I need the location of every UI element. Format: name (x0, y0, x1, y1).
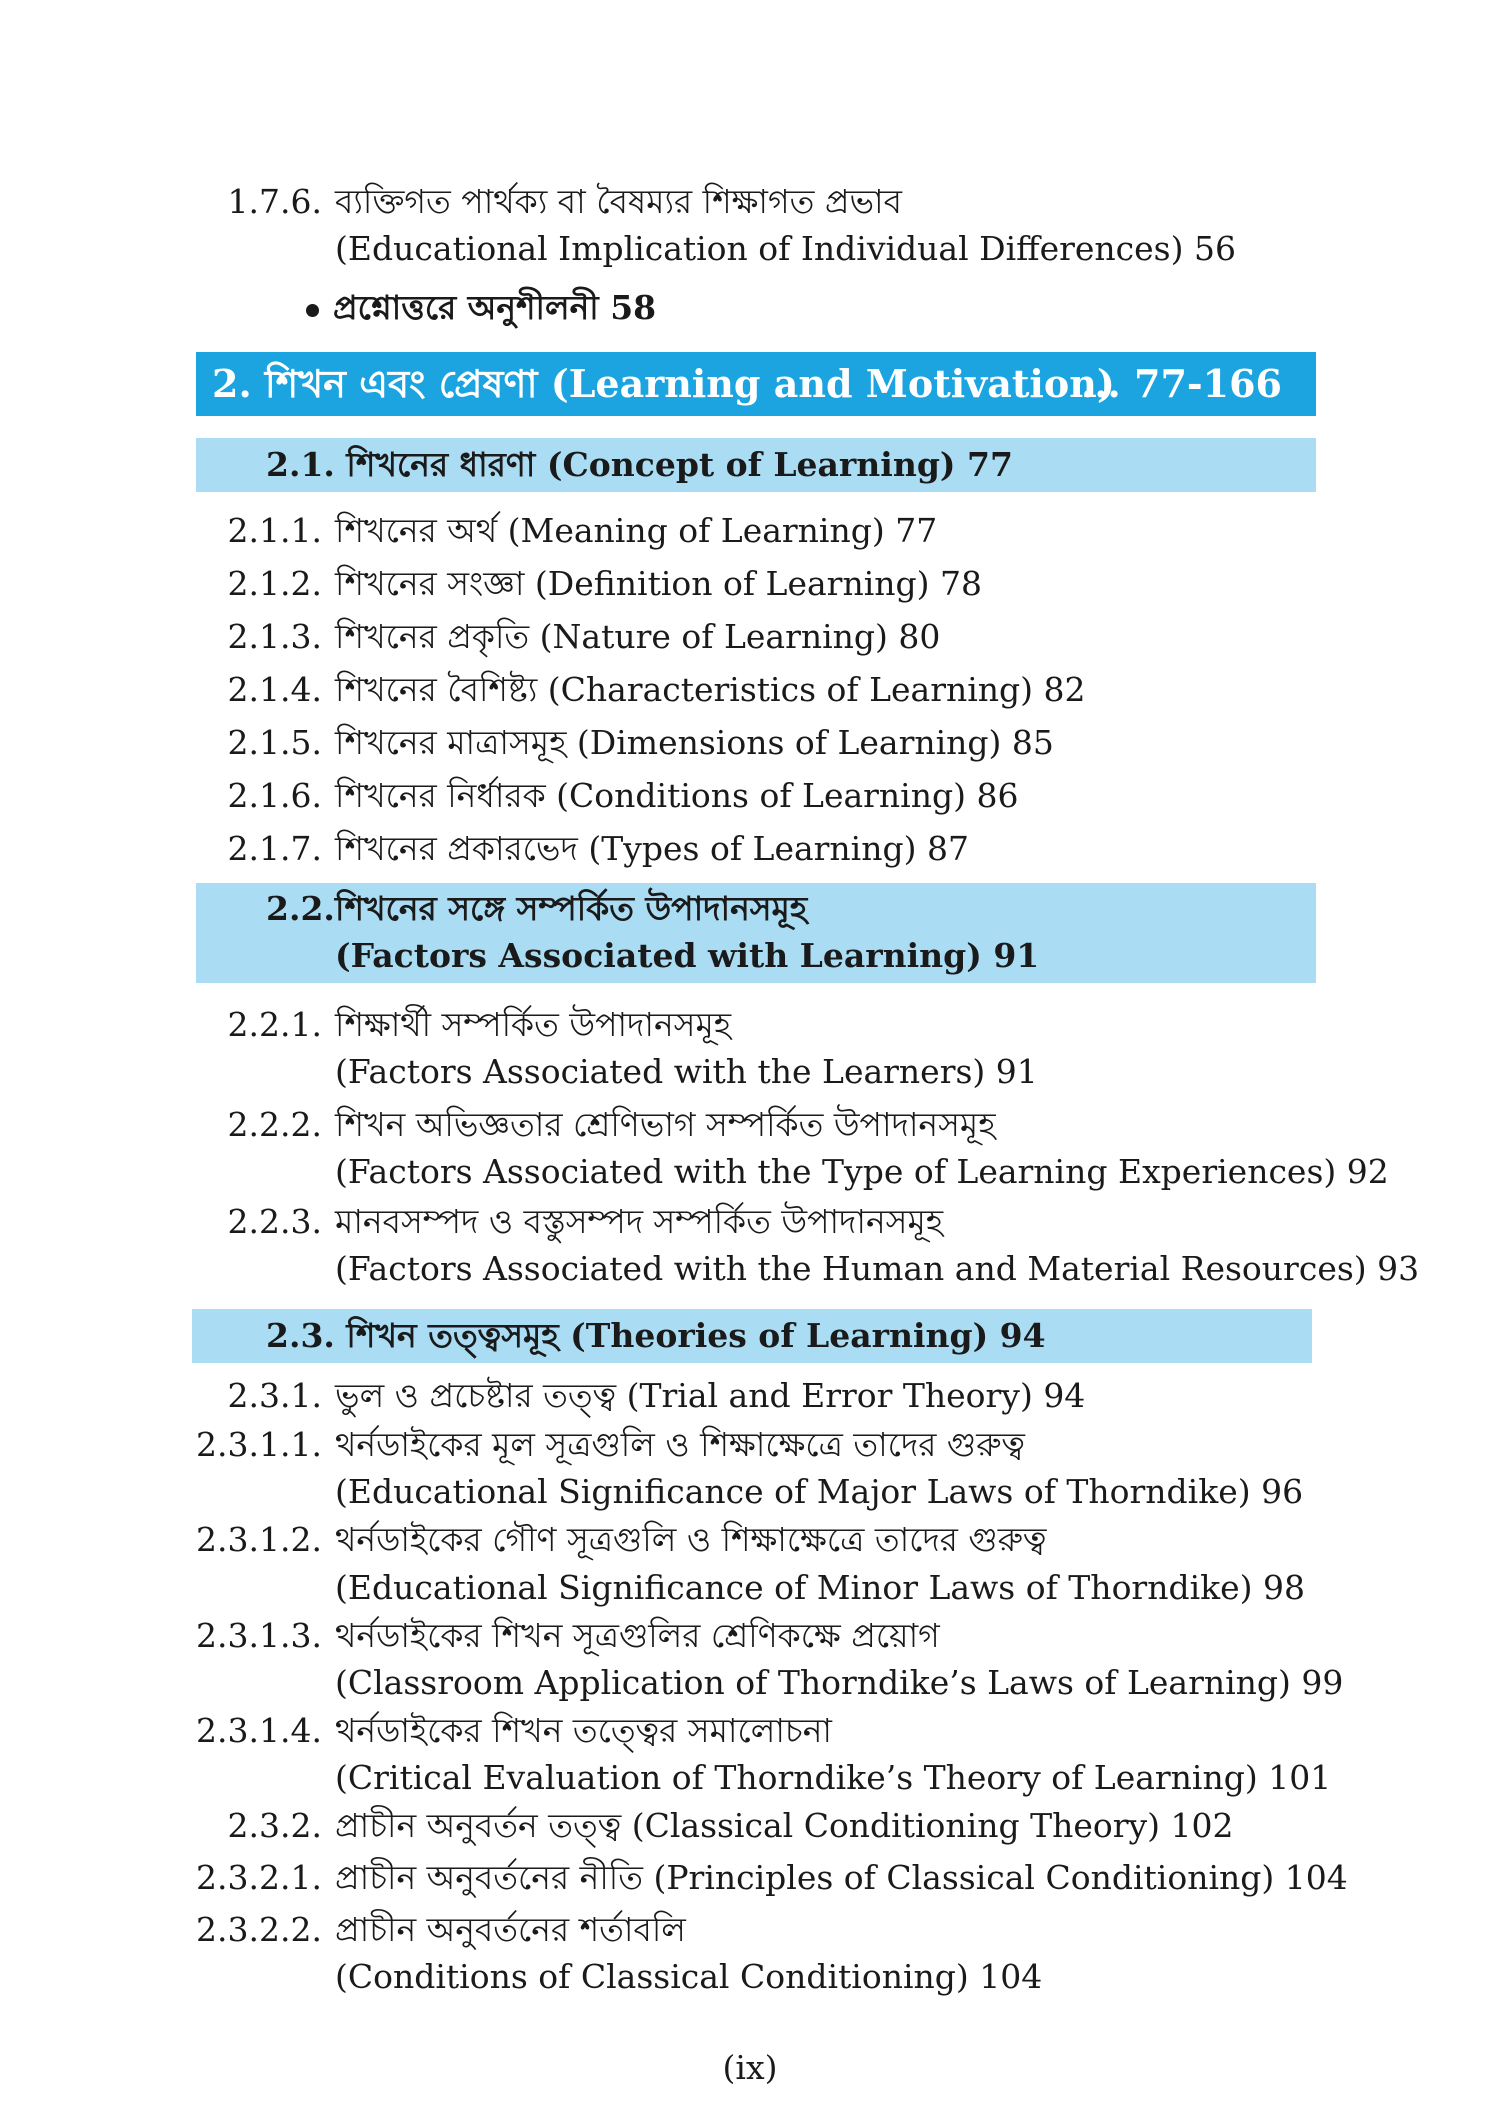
section-number: 2.2. (266, 889, 335, 928)
entry-number: 2.1.2. (227, 564, 322, 603)
entry-title-en: (Critical Evaluation of Thorndike’s Theory of Learning) 101 (335, 1758, 1332, 1797)
entry-title-en: (Factors Associated with the Type of Learning Experiences) 92 (335, 1152, 1389, 1191)
entry-title-en: (Factors Associated with the Human and Material Resources) 93 (335, 1249, 1420, 1288)
entry-title-en: (Educational Significance of Major Laws of Thorndike) 96 (335, 1472, 1304, 1511)
entry-number: 2.1.1. (227, 511, 322, 550)
entry-number: 2.3.1.2. (196, 1520, 322, 1559)
entry-number: 2.3.2.1. (196, 1858, 322, 1897)
entry-title: শিখনের সংজ্ঞা (Definition of Learning) 78 (335, 564, 982, 603)
section-title: 2.3. শিখন তত্ত্বসমূহ (Theories of Learning) 94 (266, 1316, 1046, 1355)
section-title: 2.1. শিখনের ধারণা (Concept of Learning) 77 (266, 445, 1013, 484)
entry-number: 2.1.6. (227, 776, 322, 815)
entry-title-en: (Educational Implication of Individual Differences) 56 (335, 229, 1236, 268)
entry-number: 2.3.1. (227, 1376, 322, 1415)
entry-title-bn: শিক্ষার্থী সম্পর্কিত উপাদানসমূহ (335, 1005, 732, 1044)
exercise-title: প্রশ্নোত্তরে অনুশীলনী 58 (333, 288, 657, 327)
chapter-title: 2. শিখন এবং প্রেষণা (Learning and Motivation) (212, 361, 1115, 406)
entry-number: 1.7.6. (227, 182, 322, 221)
entry-title-bn: থর্নডাইকের শিখন সূত্রগুলির শ্রেণিকক্ষে প্রয়োগ (335, 1616, 940, 1655)
section-title-bn: শিখনের সঙ্গে সম্পর্কিত উপাদানসমূহ (335, 889, 808, 928)
entry-title-bn: প্রাচীন অনুবর্তন তত্ত্ব (Classical Conditioning Theory) 102 (335, 1806, 1234, 1845)
entry-title: শিখনের নির্ধারক (Conditions of Learning) 86 (335, 776, 1019, 815)
entry-title-bn: থর্নডাইকের শিখন তত্ত্বের সমালোচনা (335, 1711, 832, 1750)
entry-number: 2.1.3. (227, 617, 322, 656)
entry-title-bn: ব্যক্তিগত পার্থক্য বা বৈষম্যর শিক্ষাগত প্রভাব (335, 182, 902, 221)
entry-number: 2.1.5. (227, 723, 322, 762)
entry-title-en: (Factors Associated with the Learners) 91 (335, 1052, 1038, 1091)
entry-number: 2.3.1.1. (196, 1425, 322, 1464)
entry-number: 2.3.2.2. (196, 1910, 322, 1949)
section-heading-2-2 (196, 883, 1316, 983)
entry-title: শিখনের বৈশিষ্ট্য (Characteristics of Learning) 82 (335, 670, 1086, 709)
entry-title-en: (Conditions of Classical Conditioning) 104 (335, 1957, 1043, 1996)
chapter-heading (196, 352, 1316, 416)
entry-number: 2.1.4. (227, 670, 322, 709)
entry-number: 2.3.1.3. (196, 1616, 322, 1655)
entry-number: 2.2.2. (227, 1105, 322, 1144)
entry-title: শিখনের মাত্রাসমূহ (Dimensions of Learning) 85 (335, 723, 1054, 762)
entry-title-bn: শিখন অভিজ্ঞতার শ্রেণিভাগ সম্পর্কিত উপাদানসমূহ (335, 1105, 996, 1144)
entry-number: 2.3.1.4. (196, 1711, 322, 1750)
entry-number: 2.1.7. (227, 829, 322, 868)
entry-title-bn: প্রাচীন অনুবর্তনের নীতি (Principles of Classical Conditioning) 104 (335, 1858, 1348, 1897)
chapter-pages: ... 77-166 (1081, 361, 1282, 406)
entry-title: শিখনের প্রকৃতি (Nature of Learning) 80 (335, 617, 941, 656)
section-heading-2-3 (192, 1309, 1312, 1363)
entry-title-bn: মানবসম্পদ ও বস্তুসম্পদ সম্পর্কিত উপাদানসমূহ (335, 1202, 944, 1241)
entry-title-bn: ভুল ও প্রচেষ্টার তত্ত্ব (Trial and Error Theory) 94 (335, 1376, 1086, 1415)
entry-title: শিখনের প্রকারভেদ (Types of Learning) 87 (335, 829, 969, 868)
section-heading-2-1 (196, 438, 1316, 492)
entry-title-bn: থর্নডাইকের গৌণ সূত্রগুলি ও শিক্ষাক্ষেত্রে তাদের গুরুত্ব (335, 1520, 1047, 1559)
entry-title-bn: প্রাচীন অনুবর্তনের শর্তাবলি (335, 1910, 686, 1949)
bullet-icon (306, 304, 319, 317)
entry-title-en: (Educational Significance of Minor Laws of Thorndike) 98 (335, 1568, 1306, 1607)
page-number: (ix) (722, 2048, 778, 2087)
entry-number: 2.2.1. (227, 1005, 322, 1044)
section-title-en: (Factors Associated with Learning) 91 (335, 936, 1040, 975)
entry-number: 2.3.2. (227, 1806, 322, 1845)
entry-title: শিখনের অর্থ (Meaning of Learning) 77 (335, 511, 938, 550)
entry-title-bn: থর্নডাইকের মূল সূত্রগুলি ও শিক্ষাক্ষেত্রে তাদের গুরুত্ব (335, 1425, 1025, 1464)
entry-number: 2.2.3. (227, 1202, 322, 1241)
entry-title-en: (Classroom Application of Thorndike’s Laws of Learning) 99 (335, 1663, 1344, 1702)
